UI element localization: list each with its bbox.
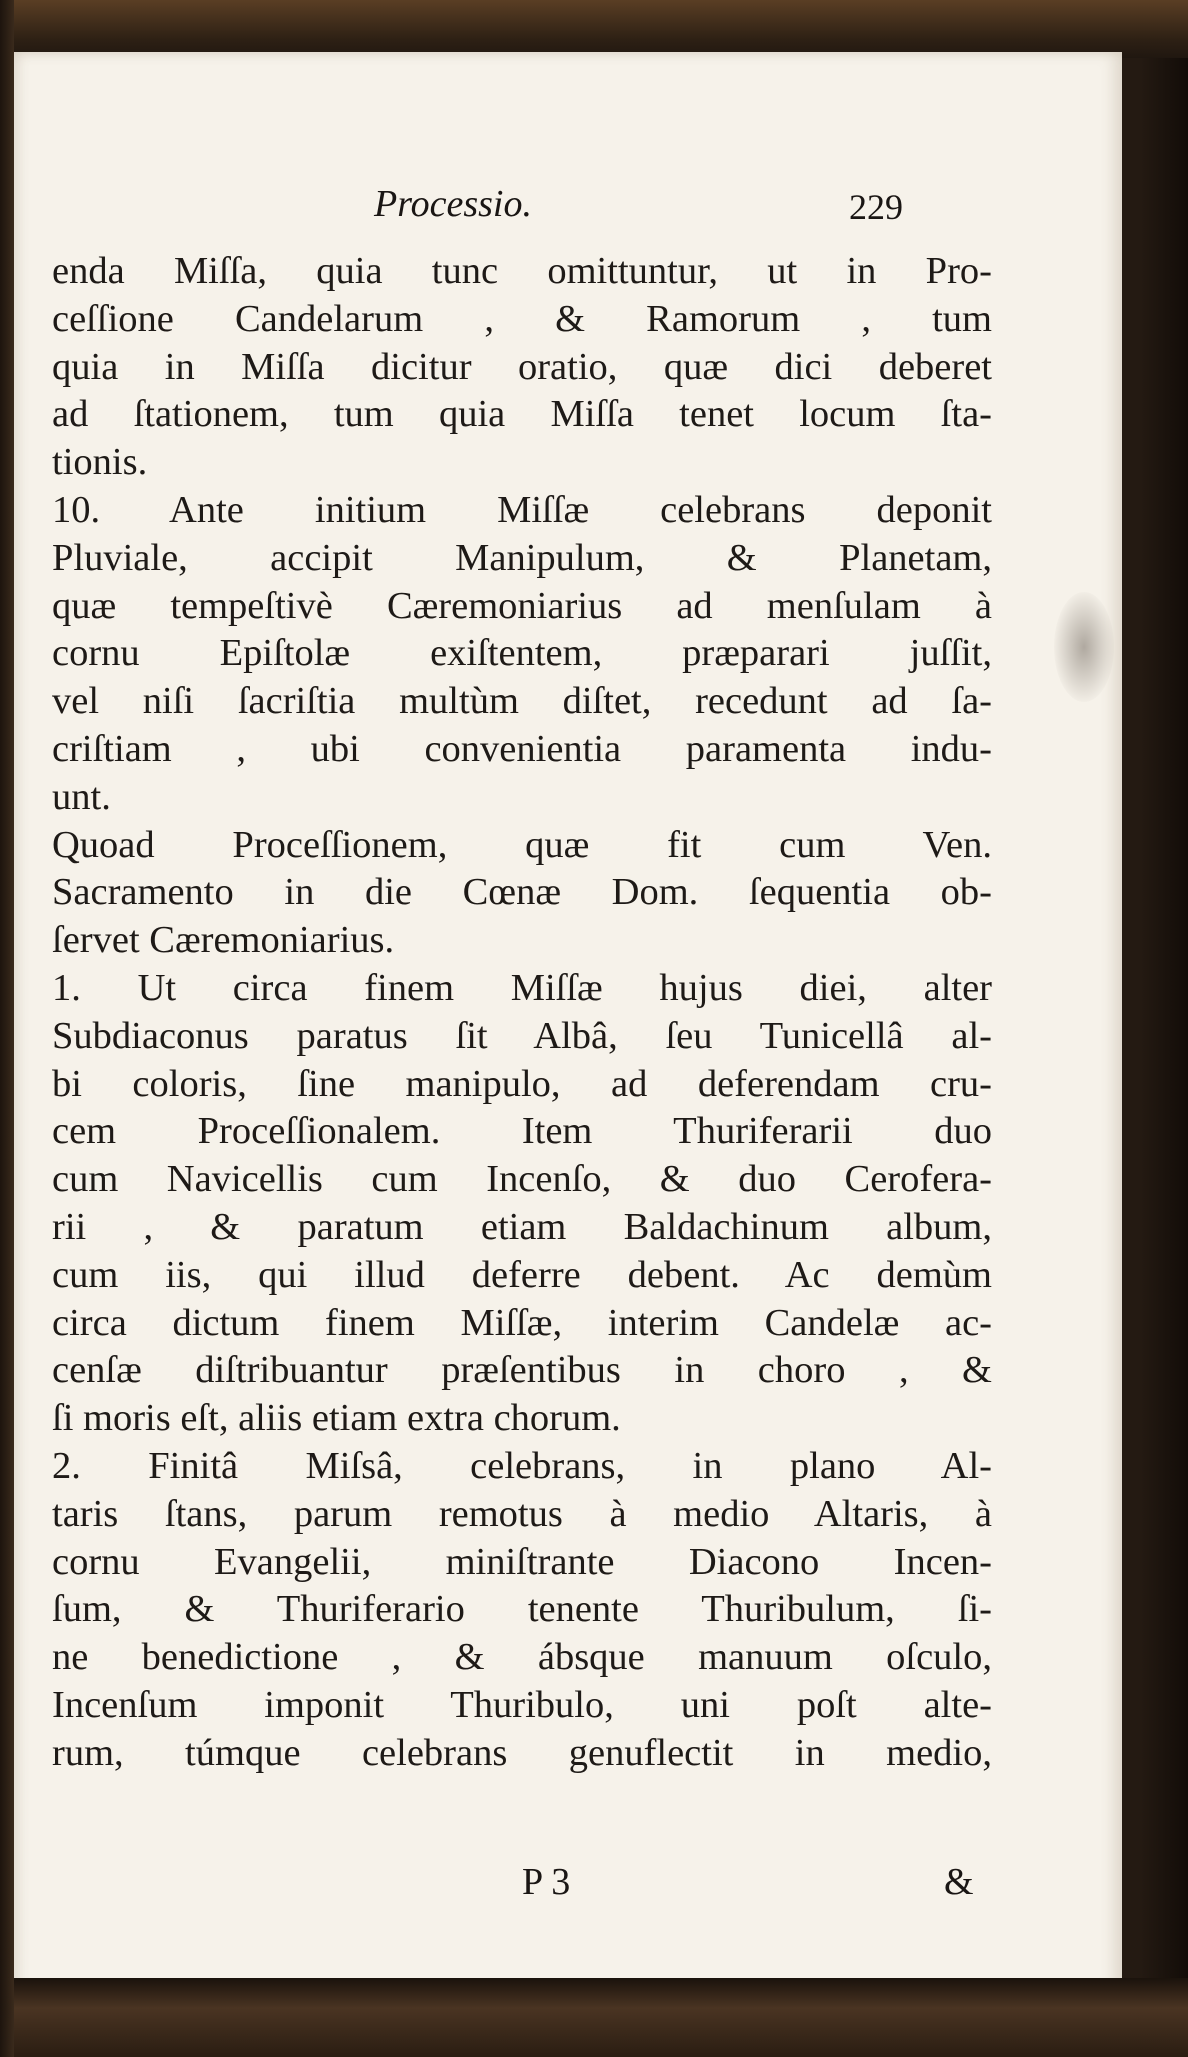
text-line: rum, túmque celebrans genuflectit in medio,	[52, 1731, 992, 1774]
text-line: 1. Ut circa finem Miſſæ hujus diei, alter	[52, 966, 992, 1009]
text-line: cum iis, qui illud deferre debent. Ac demùm	[52, 1253, 992, 1296]
text-line: unt.	[52, 775, 111, 818]
text-line: quæ tempeſtivè Cæremoniarius ad menſulam à	[52, 584, 992, 627]
paper-page	[14, 52, 1122, 1992]
page-number: 229	[849, 187, 903, 227]
text-line: taris ſtans, parum remotus à medio Altaris, à	[52, 1492, 992, 1535]
text-line: circa dictum finem Miſſæ, interim Candelæ ac-	[52, 1301, 992, 1344]
text-line: quia in Miſſa dicitur oratio, quæ dici deberet	[52, 345, 992, 388]
text-line: ſum, & Thuriferario tenente Thuribulum, ſi-	[52, 1588, 992, 1631]
text-line: cenſæ diſtribuantur præſentibus in choro , &	[52, 1349, 992, 1392]
text-line: cem Proceſſionalem. Item Thuriferarii duo	[52, 1110, 992, 1153]
text-line: cornu Evangelii, miniſtrante Diacono Incen-	[52, 1540, 992, 1583]
text-line: vel niſi ſacriſtia multùm diſtet, recedunt ad ſa-	[52, 680, 992, 723]
page-footer	[14, 1860, 1122, 1910]
text-line: ſi moris eſt, aliis etiam extra chorum.	[52, 1397, 621, 1440]
text-line: cum Navicellis cum Incenſo, & duo Ceroferа-	[52, 1158, 992, 1201]
body-text	[52, 248, 992, 1778]
text-line: criſtiam , ubi convenientia paramenta indu-	[52, 727, 992, 770]
text-line: Quoad Proceſſionem, quæ fit cum Ven.	[52, 823, 992, 866]
binding-top-edge	[14, 0, 1188, 58]
text-line: 10. Ante initium Miſſæ celebrans deponit	[52, 488, 992, 531]
text-line: Incenſum imponit Thuribulo, uni poſt alte-	[52, 1683, 992, 1726]
text-line: enda Miſſa, quia tunc omittuntur, ut in Pro-	[52, 250, 992, 292]
text-line: rii , & paratum etiam Baldachinum album,	[52, 1205, 992, 1248]
binding-bottom-edge	[14, 1978, 1188, 2057]
page-header	[14, 182, 1122, 238]
text-line: cornu Epiſtolæ exiſtentem, præparari juſſit,	[52, 632, 992, 675]
text-line: ad ſtationem, tum quia Miſſa tenet locum ſta-	[52, 393, 992, 436]
text-line: Sacramento in die Cœnæ Dom. ſequentia ob-	[52, 871, 992, 914]
text-line: Pluviale, accipit Manipulum, & Planetam,	[52, 536, 992, 579]
signature-mark: P 3	[522, 1861, 571, 1903]
catchword: &	[944, 1861, 974, 1903]
paper-stain	[1054, 592, 1114, 702]
text-line: 2. Finitâ Miſsâ, celebrans, in plano Al-	[52, 1444, 992, 1487]
text-line: bi coloris, ſine manipulo, ad deferendam cru-	[52, 1062, 992, 1105]
text-line: ne benedictione , & ábsque manuum oſculo,	[52, 1636, 992, 1679]
text-line: ſervet Cæremoniarius.	[52, 919, 395, 962]
text-line: Subdiaconus paratus ſit Albâ, ſeu Tunicellâ al-	[52, 1014, 992, 1057]
text-line: ceſſione Candelarum , & Ramorum , tum	[52, 297, 992, 340]
text-line: tionis.	[52, 441, 148, 484]
running-head: Processio.	[374, 183, 532, 225]
